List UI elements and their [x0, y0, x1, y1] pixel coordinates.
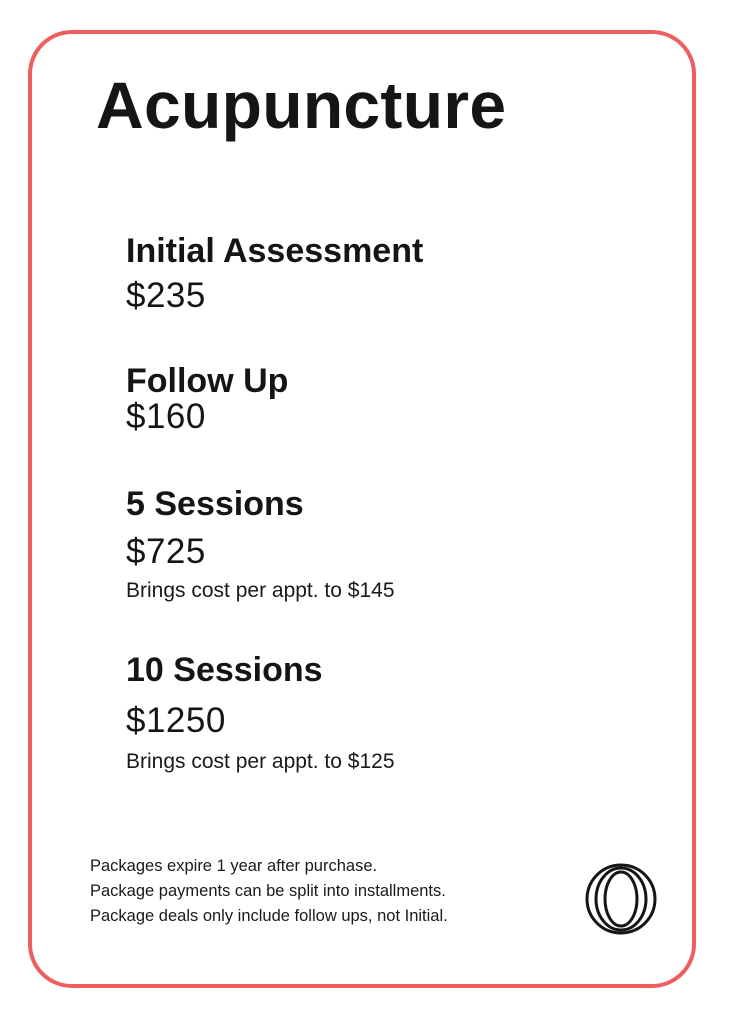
interlocking-rings-icon — [584, 862, 658, 936]
item-name: 5 Sessions — [126, 485, 304, 523]
footnote-line: Package payments can be split into installments. — [90, 882, 446, 900]
item-name: 10 Sessions — [126, 651, 323, 689]
item-name: Follow Up — [126, 362, 289, 400]
item-price: $1250 — [126, 701, 226, 740]
page-title: Acupuncture — [96, 68, 507, 142]
item-price: $725 — [126, 532, 206, 571]
item-price: $160 — [126, 397, 206, 436]
item-note: Brings cost per appt. to $125 — [126, 750, 395, 773]
item-name: Initial Assessment — [126, 232, 424, 270]
item-price: $235 — [126, 276, 206, 315]
item-note: Brings cost per appt. to $145 — [126, 579, 395, 602]
footnote-line: Package deals only include follow ups, not Initial. — [90, 907, 448, 925]
footnote-line: Packages expire 1 year after purchase. — [90, 857, 378, 875]
